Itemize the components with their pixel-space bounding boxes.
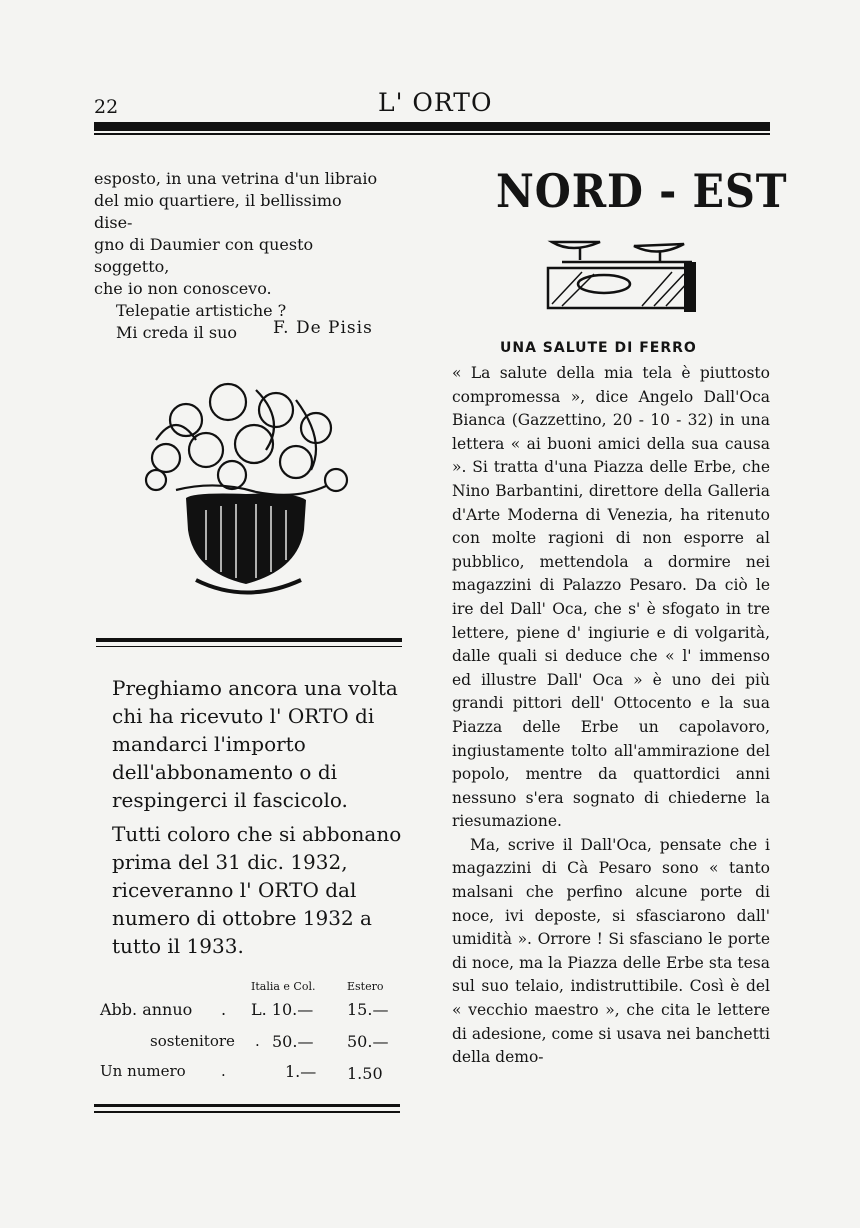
price-row-estero: 1.50 bbox=[347, 1064, 383, 1083]
article-paragraph: « La salute della mia tela è piuttosto compromessa », dice Angelo Dall'Oca Bianca (Gazzettino, 20 - 10 - 32) in una lettera « ai buoni amici della sua causa ». Si tratta d'una Piazza delle Erbe, che Nino Barbantini, direttore della Galleria d'Arte Moderna di Venezia, ha ritenuto con molte ragioni di non esporre al pubblico, mettendola a dormire nei magazzini di Palazzo Pesaro. Da ciò le ire del Dall' Oca, che s' è sfogato in tre lettere, piene d' ingiurie e di volgarità, dalle quali si deduce che « l' immenso ed illustre Dall' Oca » è uno dei più grandi pittori dell' Ottocento e la sua Piazza delle Erbe un capolavoro, ingiustamente tolto all'ammirazione del popolo, mentre da quattordici anni nessuno s'era sognato di chiederne la riesumazione. bbox=[452, 364, 770, 831]
price-row-dot: . bbox=[221, 1000, 227, 1019]
header-rule bbox=[94, 122, 770, 131]
price-row-dot: . bbox=[221, 1062, 226, 1080]
appeal-paragraph: Preghiamo ancora una volta chi ha ricevuto l' ORTO di mandarci l'importo dell'abbonamento o di respingerci il fascicolo. bbox=[112, 676, 398, 812]
article-body bbox=[452, 362, 770, 1070]
scale-illustration bbox=[542, 232, 702, 318]
price-row-label: Un numero bbox=[100, 1062, 186, 1080]
appeal-paragraph: Tutti coloro che si abbonano prima del 31 dic. 1932, riceveranno l' ORTO dal numero di ottobre 1932 a tutto il 1933. bbox=[112, 822, 402, 958]
price-row-label: Abb. annuo bbox=[100, 1000, 193, 1019]
text-line: Telepatie artistiche ? bbox=[116, 301, 287, 320]
subscription-appeal bbox=[112, 674, 412, 966]
article-paragraph: Ma, scrive il Dall'Oca, pensate che i magazzini di Cà Pesaro sono « tanto malsani che perfino alcune porte di noce, ivi deposte, si sfasciarono dall' umidità ». Orrore ! Si sfasciano le porte di noce, ma la Piazza delle Erbe sta tesa sul suo telaio, indistruttibile. Così è del « vecchio maestro », che cita le lettere di adesione, come si usava nei banchetti della demo- bbox=[452, 835, 770, 1067]
price-header-italia: Italia e Col. bbox=[251, 980, 316, 993]
text-line: Mi creda il suo bbox=[116, 323, 237, 342]
footer-rule-thin bbox=[94, 1111, 400, 1113]
text-line: esposto, in una vetrina d'un libraio bbox=[94, 169, 378, 188]
price-row-estero: 15.— bbox=[347, 1000, 389, 1019]
text-line: gno di Daumier con questo soggetto, bbox=[94, 235, 314, 276]
price-row-italia: L. 10.— bbox=[251, 1000, 314, 1019]
text-line: che io non conoscevo. bbox=[94, 279, 272, 298]
page-number: 22 bbox=[94, 96, 119, 118]
flower-vase-illustration bbox=[136, 380, 358, 600]
footer-rule bbox=[94, 1104, 400, 1107]
section-rule bbox=[96, 638, 402, 642]
article-subheading: UNA SALUTE DI FERRO bbox=[500, 340, 697, 356]
section-title: NORD - EST bbox=[496, 164, 788, 218]
text-line: del mio quartiere, il bellissimo dise- bbox=[94, 191, 342, 232]
price-row-estero: 50.— bbox=[347, 1032, 389, 1051]
price-row-dot: . bbox=[255, 1032, 260, 1050]
price-row-italia: 50.— bbox=[272, 1032, 314, 1051]
price-header-estero: Estero bbox=[347, 980, 384, 993]
section-rule-thin bbox=[96, 646, 402, 647]
price-row-italia: 1.— bbox=[285, 1062, 317, 1081]
masthead-title: L' ORTO bbox=[378, 88, 493, 117]
signature: F. De Pisis bbox=[273, 318, 373, 338]
header-rule-thin bbox=[94, 133, 770, 135]
price-row-label: sostenitore bbox=[150, 1032, 235, 1050]
